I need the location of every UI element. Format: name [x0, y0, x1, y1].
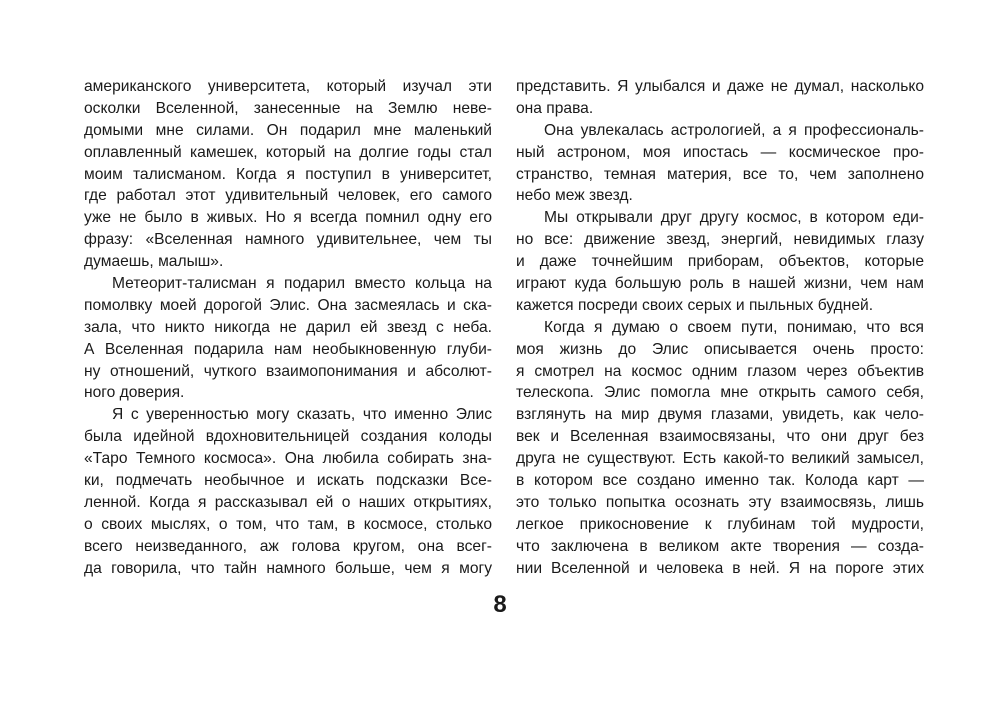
right-text-column [516, 76, 924, 579]
text-line: Мы открывали друг другу космос, в котором еди- [544, 209, 924, 227]
text-line: моим талисманом. Когда я поступил в университет, [84, 165, 492, 183]
text-line: друга не существуют. Есть какой-то великий замысел, [516, 450, 924, 468]
text-line: нии Вселенной и человека в ней. Я на пороге этих [516, 559, 924, 577]
text-line: кажется посреди своих серых и пыльных будней. [516, 296, 874, 314]
text-line: ленной. Когда я рассказывал ей о наших открытиях, [84, 493, 492, 511]
text-line: взглянуть на мир двумя глазами, увидеть, как чело- [516, 406, 924, 424]
text-line: всего неизведанного, аж голова кругом, она всег- [84, 537, 492, 555]
text-line: небо меж звезд. [516, 187, 633, 205]
text-line: «Таро Темного космоса». Она любила собирать зна- [84, 450, 492, 468]
text-line: представить. Я улыбался и даже не думал, насколько [516, 78, 924, 95]
text-line: играют куда большую роль в нашей жизни, чем нам [516, 275, 924, 293]
text-line: домыми мне силами. Он подарил мне маленький [84, 121, 492, 139]
text-line: А Вселенная подарила нам необыкновенную глуби- [84, 340, 492, 358]
text-line: уже не было в живых. Но я всегда помнил одну его [84, 209, 492, 227]
text-line: но все: движение звезд, энергий, невидимых глазу [516, 231, 924, 249]
text-line: я смотрел на космос одним глазом через объектив [516, 362, 924, 380]
text-line: век и Вселенная взаимосвязаны, что они друг без [516, 428, 924, 446]
text-line: зала, что никто никогда не дарил ей звезд с неба. [84, 318, 492, 336]
text-line: она права. [516, 99, 594, 117]
text-line: в котором все создано именно так. Колода карт — [516, 472, 924, 490]
text-line: это только попытка осознать эту взаимосвязь, лишь [516, 493, 924, 511]
text-line: моя жизнь до Элис описывается очень просто: [516, 340, 924, 358]
text-line: ки, подмечать необычное и искать подсказки Все- [84, 472, 492, 490]
text-line: о своих мыслях, о том, что там, в космосе, столько [84, 515, 492, 533]
text-line: что заключена в великом акте творения — созда- [516, 537, 924, 555]
text-line: осколки Вселенной, занесенные на Землю неве- [84, 99, 492, 117]
text-line: Когда я думаю о своем пути, понимаю, что вся [544, 318, 924, 336]
text-line: ну отношений, чуткого взаимопонимания и абсолют- [84, 362, 492, 380]
text-line: была идейной вдохновительницей создания колоды [84, 428, 492, 446]
text-line: думаешь, малыш». [84, 253, 224, 271]
page-number: 8 [493, 591, 507, 618]
left-text-column [84, 76, 492, 579]
text-line: оплавленный камешек, который на долгие годы стал [84, 143, 492, 161]
text-line: Я с уверенностью могу сказать, что именно Элис [112, 406, 492, 424]
text-line: Она увлекалась астрологией, а я профессиональ- [544, 121, 924, 139]
text-line: да говорила, что тайн намного больше, чем я могу [84, 559, 492, 577]
text-line: ный астроном, моя ипостась — космическое про- [516, 143, 924, 161]
text-line: Метеорит-талисман я подарил вместо кольца на [112, 275, 492, 293]
text-line: где работал этот удивительный человек, его самого [84, 187, 492, 205]
text-line: легкое прикосновение к глубинам той мудрости, [516, 515, 924, 533]
text-line: телескопа. Элис помогла мне открыть самого себя, [516, 384, 924, 402]
text-line: странство, темная материя, все то, чем заполнено [516, 165, 924, 183]
text-line: и даже точнейшим приборам, объектов, которые [516, 253, 924, 271]
text-line: ного доверия. [84, 384, 185, 402]
text-line: фразу: «Вселенная намного удивительнее, чем ты [84, 231, 492, 249]
text-line: помолвку моей дорогой Элис. Она засмеялась и ска- [84, 296, 492, 314]
text-line: американского университета, который изучал эти [84, 78, 492, 95]
